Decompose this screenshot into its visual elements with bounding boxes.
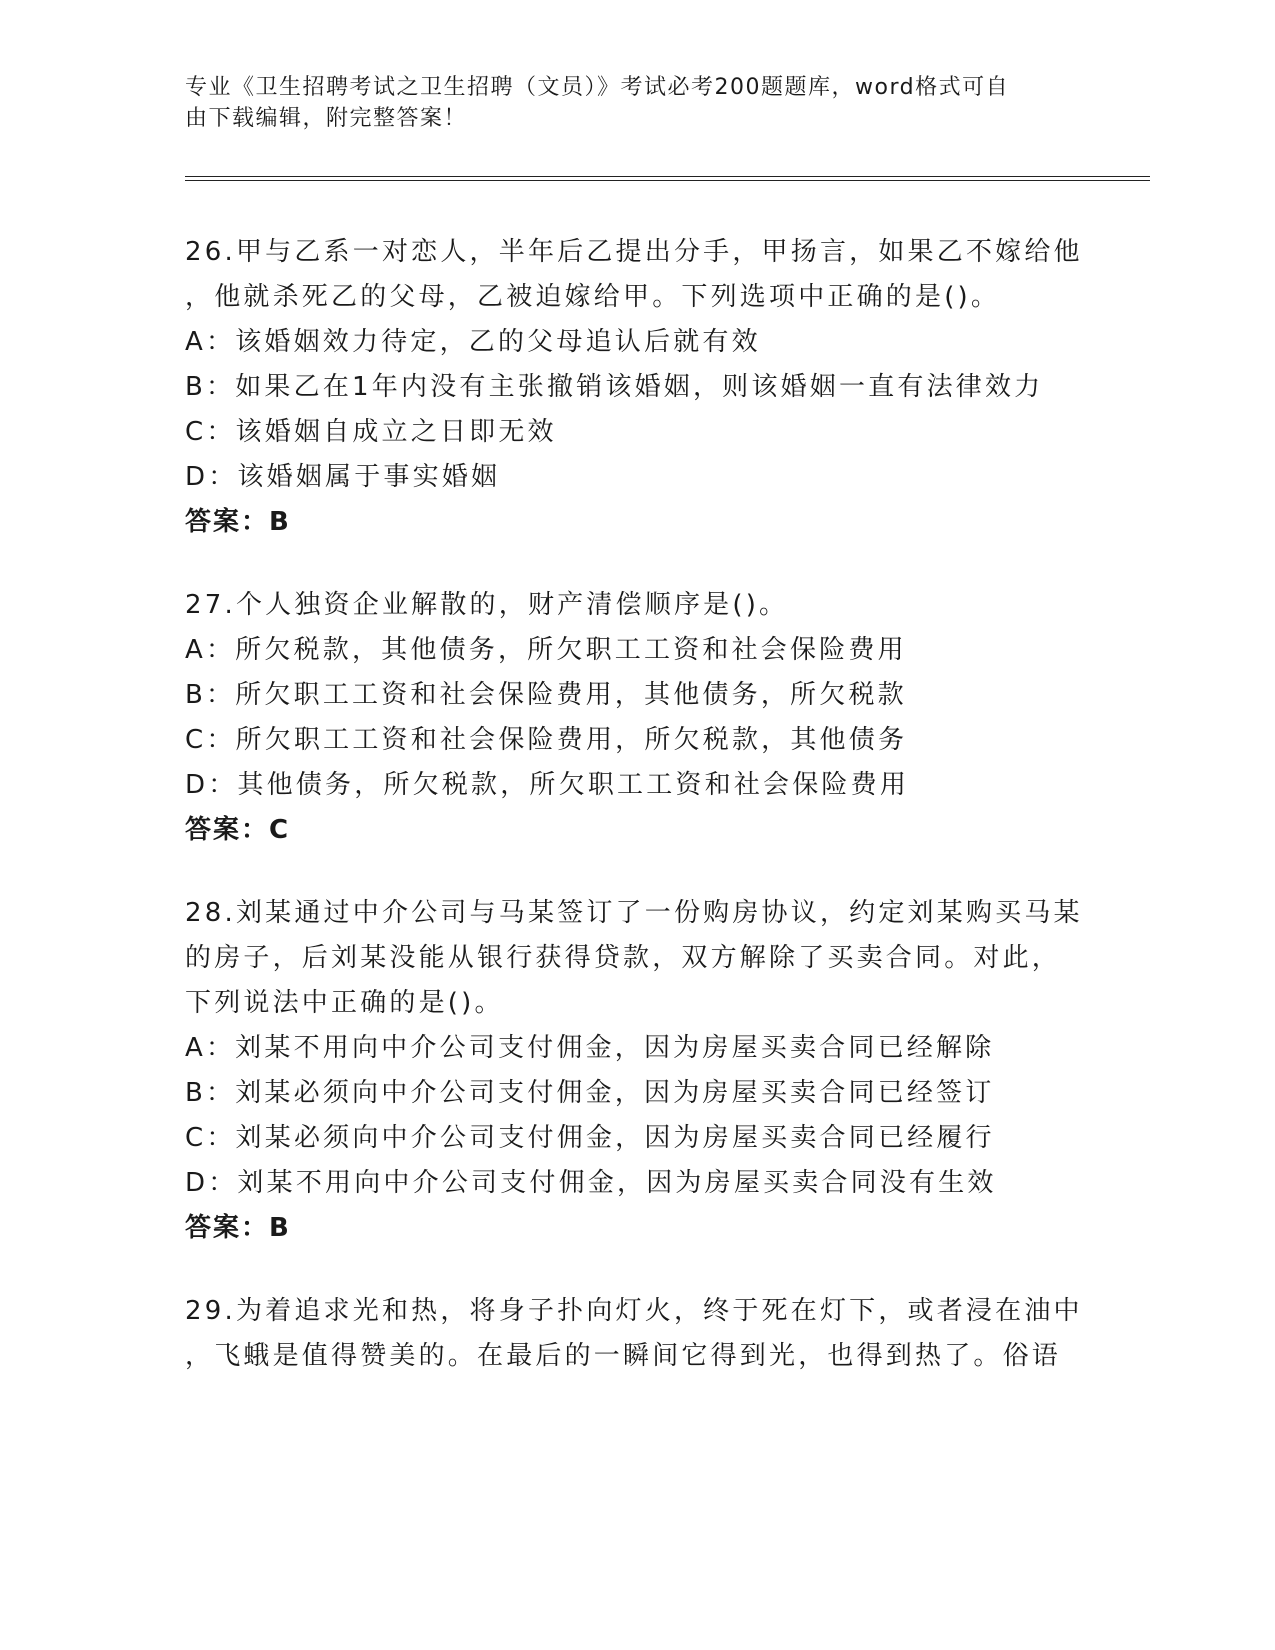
option-b: B：刘某必须向中介公司支付佣金，因为房屋买卖合同已经签订 (185, 1078, 995, 1108)
option-b: B：如果乙在1年内没有主张撤销该婚姻，则该婚姻一直有法律效力 (185, 372, 1044, 402)
stem-line: 下列说法中正确的是()。 (185, 988, 504, 1018)
option-d: D：该婚姻属于事实婚姻 (185, 462, 501, 492)
option-c: C：刘某必须向中介公司支付佣金，因为房屋买卖合同已经履行 (185, 1123, 995, 1153)
document-header (185, 72, 1065, 134)
header-line-2: 由下载编辑，附完整答案！ (185, 106, 468, 131)
option-d: D：其他债务，所欠税款，所欠职工工资和社会保险费用 (185, 770, 910, 800)
question-26 (185, 230, 1085, 545)
answer-label: 答案：B (185, 1213, 291, 1243)
header-line-1: 专业《卫生招聘考试之卫生招聘（文员）》考试必考200题题库，word格式可自 (185, 75, 1010, 100)
option-a: A：刘某不用向中介公司支付佣金，因为房屋买卖合同已经解除 (185, 1033, 995, 1063)
option-c: C：所欠职工工资和社会保险费用，所欠税款，其他债务 (185, 725, 908, 755)
answer-label: 答案：C (185, 815, 291, 845)
answer-label: 答案：B (185, 507, 291, 537)
header-divider-bottom (185, 180, 1150, 181)
stem-line: 28.刘某通过中介公司与马某签订了一份购房协议，约定刘某购买马某 (185, 898, 1083, 928)
stem-line: 26.甲与乙系一对恋人，半年后乙提出分手，甲扬言，如果乙不嫁给他 (185, 237, 1083, 267)
option-c: C：该婚姻自成立之日即无效 (185, 417, 557, 447)
stem-line: ，飞蛾是值得赞美的。在最后的一瞬间它得到光，也得到热了。俗语 (185, 1341, 1062, 1371)
question-stem (185, 891, 1085, 1026)
question-29 (185, 1289, 1085, 1379)
question-list (185, 230, 1085, 1417)
stem-line: 的房子，后刘某没能从银行获得贷款，双方解除了买卖合同。对此， (185, 943, 1062, 973)
option-d: D：刘某不用向中介公司支付佣金，因为房屋买卖合同没有生效 (185, 1168, 997, 1198)
option-a: A：所欠税款，其他债务，所欠职工工资和社会保险费用 (185, 635, 907, 665)
option-b: B：所欠职工工资和社会保险费用，其他债务，所欠税款 (185, 680, 907, 710)
question-28 (185, 891, 1085, 1251)
header-divider-top (185, 176, 1150, 177)
question-stem (185, 1289, 1085, 1379)
question-stem (185, 230, 1085, 320)
stem-line: ，他就杀死乙的父母，乙被迫嫁给甲。下列选项中正确的是()。 (185, 282, 1001, 312)
stem-line: 27.个人独资企业解散的，财产清偿顺序是()。 (185, 590, 789, 620)
stem-line: 29.为着追求光和热，将身子扑向灯火，终于死在灯下，或者浸在油中 (185, 1296, 1083, 1326)
option-a: A：该婚姻效力待定，乙的父母追认后就有效 (185, 327, 761, 357)
question-stem (185, 583, 1085, 628)
question-27 (185, 583, 1085, 853)
